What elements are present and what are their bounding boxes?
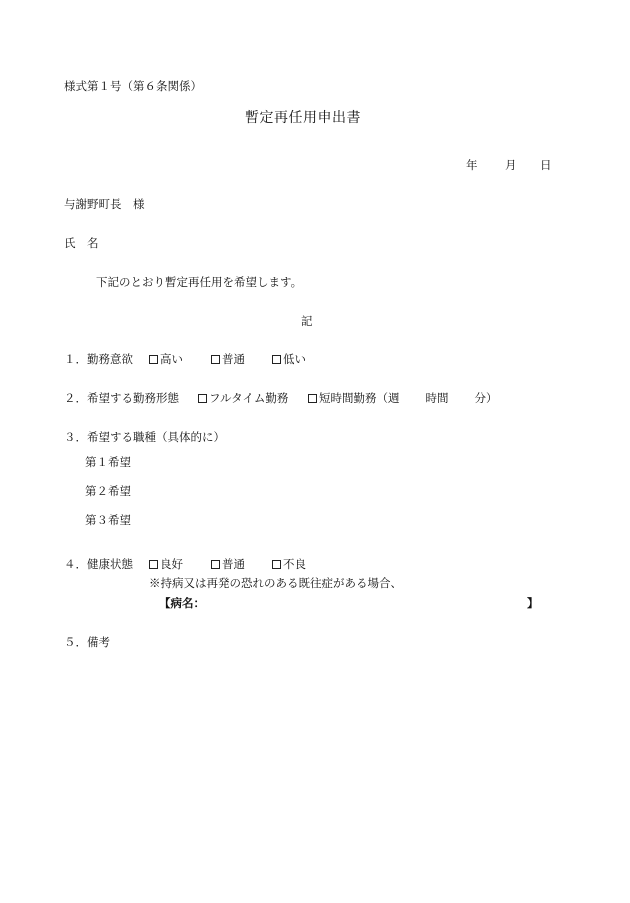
job-type-label: ３．希望する職種（具体的に） <box>64 430 225 444</box>
form-number: 様式第１号（第６条関係） <box>64 79 202 93</box>
checkbox-icon[interactable] <box>272 560 281 569</box>
disease-name-close: 】 <box>527 596 539 610</box>
job-choice-2: 第２希望 <box>85 484 131 498</box>
checkbox-icon[interactable] <box>308 394 317 403</box>
checkbox-icon[interactable] <box>149 355 158 364</box>
intro-statement: 下記のとおり暫定再任用を希望します。 <box>96 275 303 289</box>
addressee: 与謝野町長 様 <box>64 197 145 211</box>
checkbox-icon[interactable] <box>149 560 158 569</box>
date-month-label: 月 <box>505 158 517 172</box>
checkbox-icon[interactable] <box>198 394 207 403</box>
health-label: ４．健康状態 <box>64 557 133 571</box>
motivation-option-high[interactable]: 高い <box>149 353 211 367</box>
ki-heading: 記 <box>301 314 313 328</box>
work-style-row <box>64 392 498 406</box>
minutes-unit-label: 分） <box>474 391 498 405</box>
date-year-label: 年 <box>466 158 478 172</box>
work-style-option-short[interactable]: 短時間勤務（週 <box>308 392 400 406</box>
job-choice-3: 第３希望 <box>85 513 131 527</box>
health-note: ※持病又は再発の恐れのある既往症がある場合、 <box>149 576 402 590</box>
hours-unit-label: 時間 <box>425 391 449 405</box>
remarks-label: ５．備考 <box>64 635 110 649</box>
motivation-option-low[interactable]: 低い <box>272 353 306 367</box>
document-title: 暫定再任用申出書 <box>245 110 361 126</box>
applicant-name-label: 氏 名 <box>64 236 99 250</box>
work-style-label: ２．希望する勤務形態 <box>64 391 179 405</box>
motivation-row <box>64 353 306 367</box>
health-row <box>64 558 306 572</box>
disease-name-open: 【病名： <box>159 596 205 610</box>
checkbox-icon[interactable] <box>211 355 220 364</box>
checkbox-icon[interactable] <box>211 560 220 569</box>
health-option-normal[interactable]: 普通 <box>211 558 272 572</box>
motivation-option-normal[interactable]: 普通 <box>211 353 272 367</box>
checkbox-icon[interactable] <box>272 355 281 364</box>
health-option-good[interactable]: 良好 <box>149 558 211 572</box>
date-day-label: 日 <box>540 158 552 172</box>
motivation-label: １．勤務意欲 <box>64 352 133 366</box>
job-choice-1: 第１希望 <box>85 455 131 469</box>
work-style-option-full[interactable]: フルタイム勤務 <box>198 392 308 406</box>
health-option-poor[interactable]: 不良 <box>272 558 306 572</box>
